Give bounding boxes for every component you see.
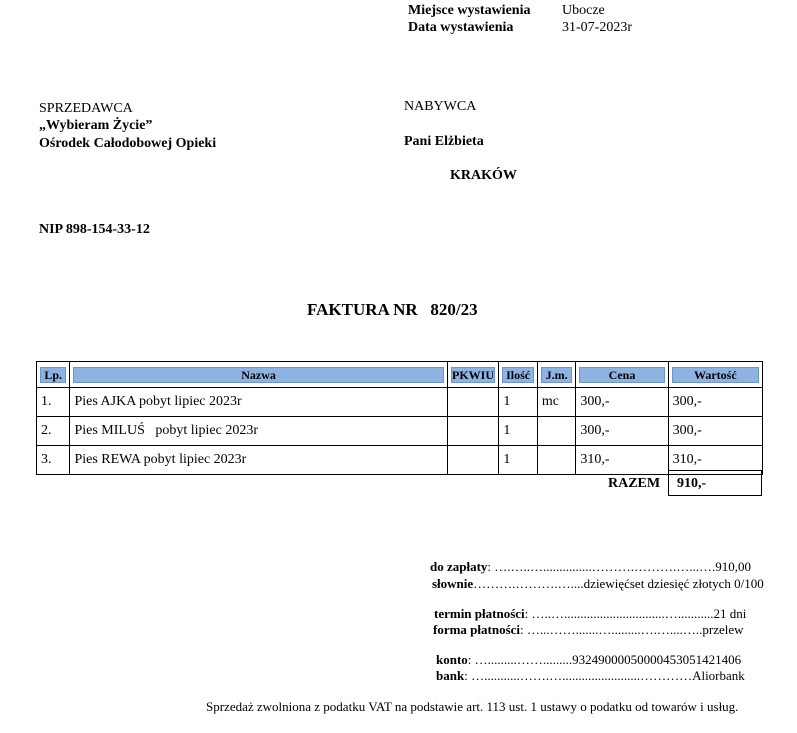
cell-price: 300,- [576,388,668,417]
cell-lp: 3. [37,446,70,475]
buyer-heading: NABYWCA [404,99,477,114]
cell-unit [537,417,576,446]
words-label: słownie [432,576,474,591]
cell-name: Pies MILUŚ pobyt lipiec 2023r [70,417,447,446]
cell-pkwiu [447,388,499,417]
cell-unit [537,446,576,475]
to-pay-line [430,559,751,575]
cell-name: Pies REWA pobyt lipiec 2023r [70,446,447,475]
to-pay-label: do zapłaty [430,559,488,574]
header-price: Cena [576,362,668,388]
header-lp: Lp. [37,362,70,388]
to-pay-value: : ….…..…...............……….……….…...….910,00 [487,559,752,574]
term-value: : …..…...............................…...........21 dni [524,606,747,621]
header-name: Nazwa [70,362,447,388]
table-row [37,417,763,446]
table-row [37,388,763,417]
seller-nip: NIP 898-154-33-12 [39,222,150,237]
seller-name-line2: Ośrodek Całodobowej Opieki [39,136,217,151]
words-value: ……….……….…....dziewięćset dziesięć złotych 0/100 [473,576,764,591]
bank-label: bank [436,668,465,683]
table-header-row [37,362,763,388]
buyer-city: KRAKÓW [450,168,517,183]
cell-name: Pies AJKA pobyt lipiec 2023r [70,388,447,417]
items-table [36,361,763,475]
form-label: forma płatności [433,622,521,637]
header-qty: Ilość [499,362,538,388]
place-label: Miejsce wystawienia [408,3,531,18]
total-value: 910,- [668,470,762,496]
seller-name-line1: „Wybieram Życie” [39,118,153,133]
account-label: konto [436,652,468,667]
invoice-title: FAKTURA NR 820/23 [307,300,478,319]
buyer-name: Pani Elżbieta [404,134,484,149]
bank-line [436,668,745,684]
form-value: : …...…….......….........….…....…..przelew [520,622,744,637]
cell-pkwiu [447,417,499,446]
cell-qty: 1 [499,446,538,475]
bank-value: : …...........…….…........................…………Aliorbank [464,668,745,683]
cell-lp: 1. [37,388,70,417]
date-value: 31-07-2023r [562,20,632,35]
vat-note: Sprzedaż zwolniona z podatku VAT na podstawie art. 113 ust. 1 ustawy o podatku od towarów i usług. [206,699,739,714]
table-row [37,446,763,475]
form-line [433,622,744,638]
cell-pkwiu [447,446,499,475]
total-label: RAZEM [608,476,661,491]
seller-heading: SPRZEDAWCA [39,101,133,116]
account-value: : ….........…….........93249000050000453051421406 [467,652,742,667]
cell-qty: 1 [499,388,538,417]
cell-price: 300,- [576,417,668,446]
term-line [434,606,746,622]
account-line [436,652,741,668]
header-unit: J.m. [537,362,576,388]
cell-unit: mc [537,388,576,417]
cell-value: 300,- [668,388,762,417]
cell-qty: 1 [499,417,538,446]
header-value: Wartość [668,362,762,388]
cell-price: 310,- [576,446,668,475]
cell-lp: 2. [37,417,70,446]
words-line [432,576,764,592]
header-pkwiu: PKWIU [447,362,499,388]
place-value: Ubocze [562,3,605,18]
term-label: termin płatności [434,606,525,621]
date-label: Data wystawienia [408,20,514,35]
cell-value: 310,- [668,446,762,475]
cell-value: 300,- [668,417,762,446]
